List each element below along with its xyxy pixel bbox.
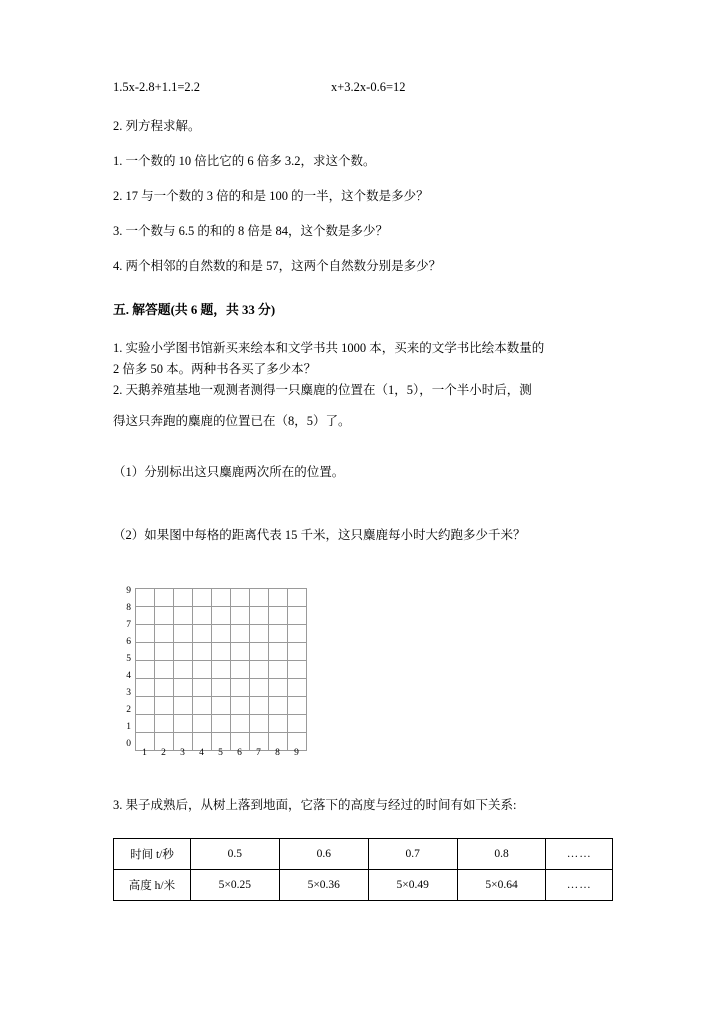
grid-cell [193,679,212,697]
grid-row [136,697,307,715]
grid-cell [269,643,288,661]
grid-cell [155,643,174,661]
grid-cell [136,661,155,679]
grid-cell [136,589,155,607]
grid-x-label: 9 [294,748,299,758]
grid-cell [174,607,193,625]
table-cell-height-4: 5×0.64 [457,870,546,901]
grid-cell [136,607,155,625]
grid-cell [212,715,231,733]
grid-cell [288,661,307,679]
grid-cell [174,625,193,643]
grid-table-wrapper [135,588,307,751]
word-problem-4: 4. 两个相邻的自然数的和是 57，这两个自然数分别是多少？ [113,259,442,273]
table-cell-time-4: 0.8 [457,839,546,870]
equation-row [113,78,613,96]
table-row [114,839,613,870]
question-1-line-2: 2 倍多 50 本。两种书各买了多少本？ [113,362,317,376]
question-2-sub-1: （1）分别标出这只麋鹿两次所在的位置。 [113,465,345,479]
grid-cell [231,715,250,733]
grid-x-label: 8 [275,748,280,758]
grid-cell [174,715,193,733]
grid-cell [288,589,307,607]
grid-cell [231,589,250,607]
grid-row [136,589,307,607]
grid-cell [212,661,231,679]
grid-cell [250,679,269,697]
grid-cell [288,607,307,625]
grid-row [136,661,307,679]
grid-x-label: 4 [199,748,204,758]
coordinate-grid [135,588,307,751]
grid-cell [155,625,174,643]
grid-cell [136,697,155,715]
grid-cell [174,661,193,679]
grid-row [136,643,307,661]
grid-x-label: 2 [161,748,166,758]
grid-cell [250,661,269,679]
table-cell-time-1: 0.5 [190,839,279,870]
grid-cell [212,679,231,697]
grid-x-label: 1 [142,748,147,758]
equation-right: x+3.2x-0.6=12 [331,80,406,94]
table-row [114,870,613,901]
section-five-title: 五. 解答题(共 6 题，共 33 分) [113,303,276,317]
grid-cell [269,715,288,733]
grid-cell [288,643,307,661]
grid-cell [174,643,193,661]
grid-cell [174,589,193,607]
grid-y-label: 0 [126,739,131,749]
grid-cell [250,589,269,607]
grid-cell [193,607,212,625]
spacer [113,432,613,462]
grid-cell [212,589,231,607]
grid-cell [193,643,212,661]
grid-cell [174,697,193,715]
grid-y-label: 2 [126,705,131,715]
grid-cell [174,679,193,697]
grid-cell [231,643,250,661]
grid-y-label: 8 [126,603,131,613]
document-content [113,78,613,901]
grid-cell [155,661,174,679]
grid-cell [212,625,231,643]
grid-y-label: 9 [126,586,131,596]
grid-cell [212,697,231,715]
grid-cell [155,589,174,607]
grid-y-label: 4 [126,671,131,681]
grid-cell [193,697,212,715]
grid-cell [269,589,288,607]
table-cell-height-ellipsis: …… [546,870,613,901]
grid-cell [231,625,250,643]
grid-cell [288,715,307,733]
grid-y-label: 6 [126,637,131,647]
grid-cell [155,679,174,697]
grid-y-label: 7 [126,620,131,630]
coordinate-grid-figure [113,588,403,763]
grid-cell [136,715,155,733]
question-3-prompt: 3. 果子成熟后，从树上落到地面，它落下的高度与经过的时间有如下关系: [113,798,517,812]
table-cell-time-2: 0.6 [279,839,368,870]
grid-cell [250,625,269,643]
height-time-table [113,838,613,901]
question-2-line-1: 2. 天鹅养殖基地一观测者测得一只麋鹿的位置在（1，5），一个半小时后，测 [113,383,532,397]
grid-cell [193,625,212,643]
grid-y-label: 1 [126,722,131,732]
grid-cell [212,643,231,661]
grid-x-axis-labels [135,748,306,758]
table-cell-height-2: 5×0.36 [279,870,368,901]
grid-cell [193,589,212,607]
word-problem-3: 3. 一个数与 6.5 的和的 8 倍是 84，这个数是多少？ [113,224,389,238]
grid-y-axis-labels [115,583,131,753]
grid-cell [212,607,231,625]
grid-row [136,625,307,643]
grid-cell [269,661,288,679]
grid-cell [288,679,307,697]
section-four-prompt: 2. 列方程求解。 [113,119,201,133]
grid-cell [136,625,155,643]
grid-cell [288,625,307,643]
grid-row [136,715,307,733]
grid-cell [231,607,250,625]
spacer [113,483,613,513]
grid-cell [269,679,288,697]
grid-row [136,607,307,625]
grid-y-label: 5 [126,654,131,664]
grid-cell [250,715,269,733]
grid-cell [269,607,288,625]
table-header-height: 高度 h/米 [114,870,191,901]
grid-x-label: 3 [180,748,185,758]
table-cell-time-ellipsis: …… [546,839,613,870]
question-2-sub-2: （2）如果图中每格的距离代表 15 千米，这只麋鹿每小时大约跑多少千米？ [113,528,526,542]
grid-cell [250,607,269,625]
question-1-line-1: 1. 实验小学图书馆新买来绘本和文学书共 1000 本，买来的文学书比绘本数量的 [113,341,545,355]
spacer [113,401,613,411]
word-problem-2: 2. 17 与一个数的 3 倍的和是 100 的一半，这个数是多少？ [113,189,429,203]
grid-row [136,679,307,697]
grid-cell [155,715,174,733]
grid-x-label: 7 [256,748,261,758]
grid-cell [155,697,174,715]
grid-x-label: 5 [218,748,223,758]
grid-cell [136,643,155,661]
grid-cell [288,697,307,715]
question-2-line-2: 得这只奔跑的麋鹿的位置已在（8，5）了。 [113,414,351,428]
grid-cell [269,697,288,715]
table-header-time: 时间 t/秒 [114,839,191,870]
grid-cell [231,697,250,715]
grid-cell [250,697,269,715]
word-problem-1: 1. 一个数的 10 倍比它的 6 倍多 3.2，求这个数。 [113,154,376,168]
table-cell-time-3: 0.7 [368,839,457,870]
grid-cell [136,679,155,697]
grid-cell [231,679,250,697]
grid-cell [231,661,250,679]
grid-cell [155,607,174,625]
table-cell-height-3: 5×0.49 [368,870,457,901]
grid-cell [193,661,212,679]
grid-cell [250,643,269,661]
grid-cell [193,715,212,733]
equation-left: 1.5x-2.8+1.1=2.2 [113,80,201,94]
table-cell-height-1: 5×0.25 [190,870,279,901]
grid-y-label: 3 [126,688,131,698]
grid-cell [269,625,288,643]
grid-x-label: 6 [237,748,242,758]
